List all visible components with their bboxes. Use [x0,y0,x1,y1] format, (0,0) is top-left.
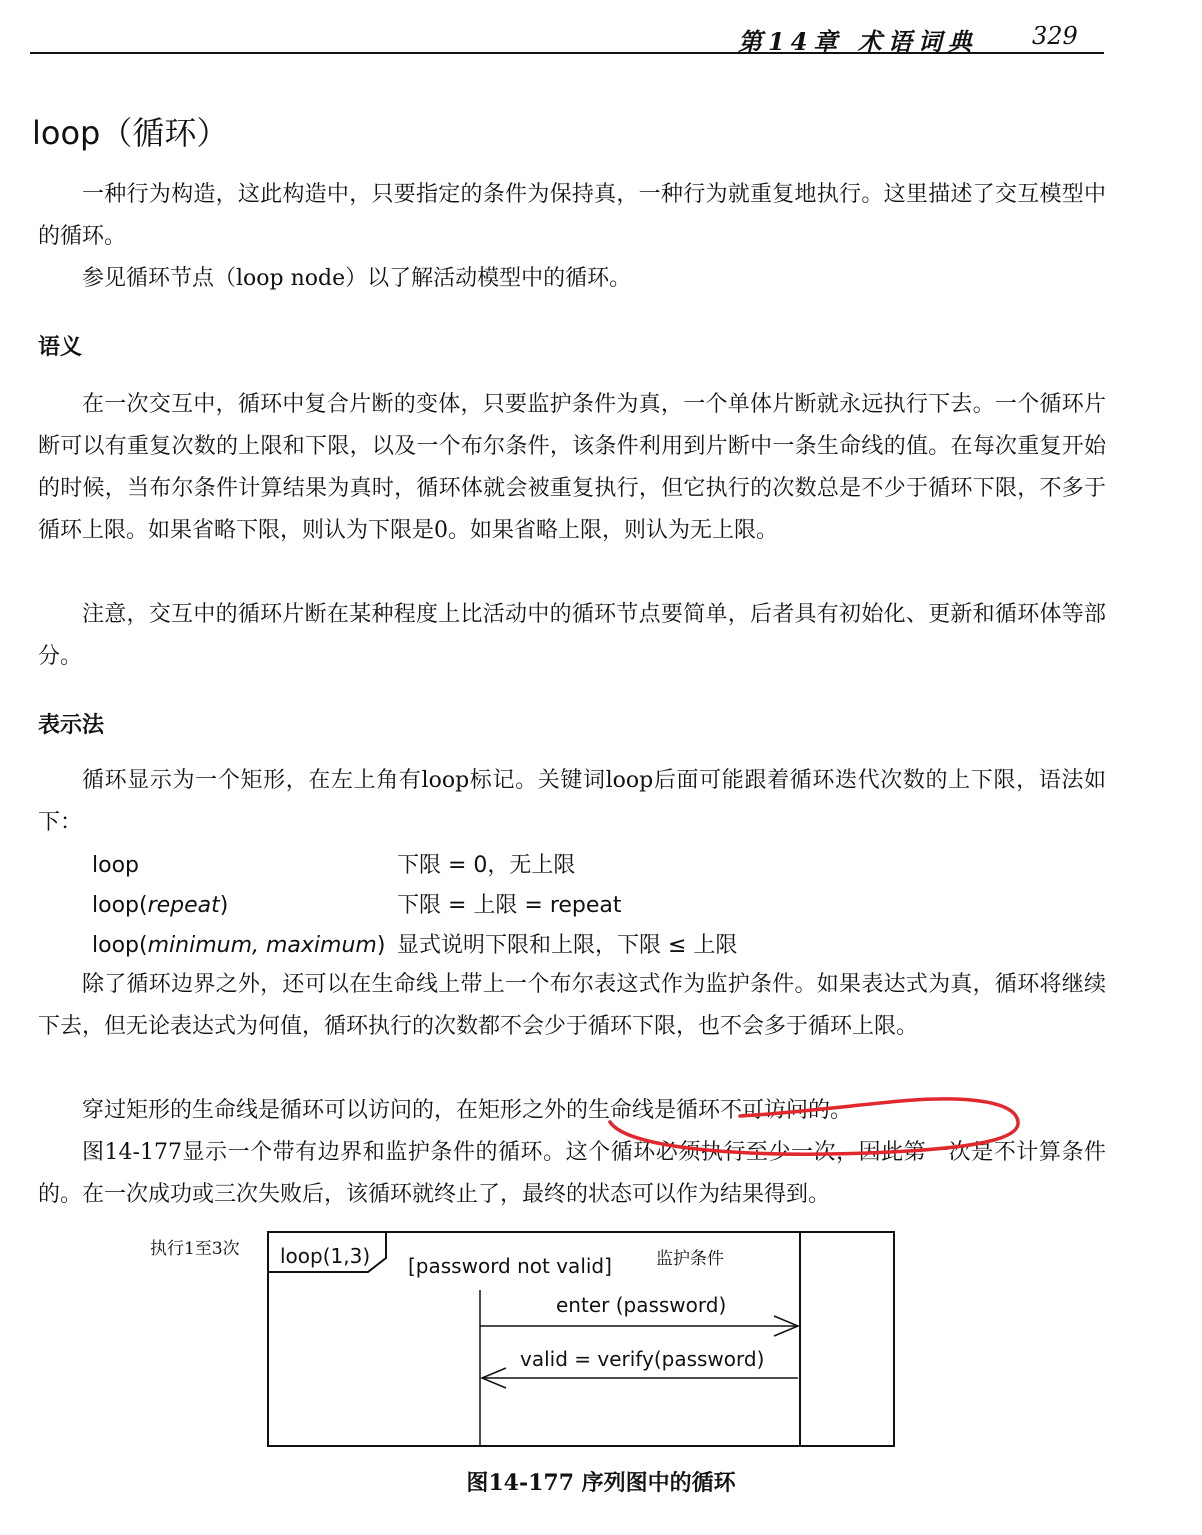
handwritten-note-guard: 监护条件 [656,1249,724,1269]
handwritten-underline-annotation [590,1080,1040,1170]
semantics-heading: 语义 [38,335,83,360]
syntax-desc: 下限 = 0，无上限 [397,853,576,878]
guard-condition: [password not valid] [408,1254,612,1278]
syntax-desc: 下限 = 上限 = repeat [397,893,622,918]
entry-title: loop（循环） [32,114,229,152]
chapter-header: 第14章 术语词典 [738,27,978,56]
semantics-paragraph-1: 在一次交互中，循环中复合片断的变体，只要监护条件为真，一个单体片断就永远执行下去。一个循环片断可以有重复次数的上限和下限，以及一个布尔条件，该条件利用到片断中一条生命线的值。在每次重复开始的时候，当布尔条件计算结果为真时，循环体就会被重复执行，但它执行的次数总是不少于循环下限，不多于循环上限。如果省略下限，则认为下限是0。如果省略上限，则认为无上限。 [38,392,1106,543]
semantics-paragraph-2: 注意，交互中的循环片断在某种程度上比活动中的循环节点要简单，后者具有初始化、更新和循环体等部分。 [38,602,1106,669]
message-valid-label: valid = verify(password) [520,1347,765,1371]
syntax-form: loop(minimum, maximum) [92,933,386,958]
page-number: 329 [1032,22,1078,50]
syntax-form: loop [92,853,139,878]
loop-label: loop(1,3) [280,1244,371,1268]
notation-paragraph-3: 图14-177显示一个带有边界和监护条件的循环。这个循环必须执行至少一次，因此第一次是不计算条件的。在一次成功或三次失败后，该循环就终止了，最终的状态可以作为结果得到。 [38,1140,1106,1207]
notation-intro: 循环显示为一个矩形，在左上角有loop标记。关键词loop后面可能跟着循环迭代次数的上下限，语法如下： [38,768,1106,835]
syntax-form: loop(repeat) [92,893,229,918]
notation-paragraph-2: 穿过矩形的生命线是循环可以访问的，在矩形之外的生命线是循环不可访问的。 [82,1098,853,1123]
message-enter-label: enter (password) [556,1293,727,1317]
figure-caption: 图14-177 序列图中的循环 [466,1470,736,1496]
notation-paragraph-1: 除了循环边界之外，还可以在生命线上带上一个布尔表这式作为监护条件。如果表达式为真，循环将继续下去，但无论表达式为何值，循环执行的次数都不会少于循环下限，也不会多于循环上限。 [38,972,1106,1039]
handwritten-note-iterations: 执行1至3次 [150,1239,240,1259]
notation-heading: 表示法 [38,713,105,738]
header-rule [30,52,1104,54]
intro-paragraph-1: 一种行为构造，这此构造中，只要指定的条件为保持真，一种行为就重复地执行。这里描述了交互模型中的循环。 [38,182,1106,249]
syntax-desc: 显式说明下限和上限，下限 ≤ 上限 [397,933,738,958]
intro-paragraph-2: 参见循环节点（loop node）以了解活动模型中的循环。 [82,266,632,291]
